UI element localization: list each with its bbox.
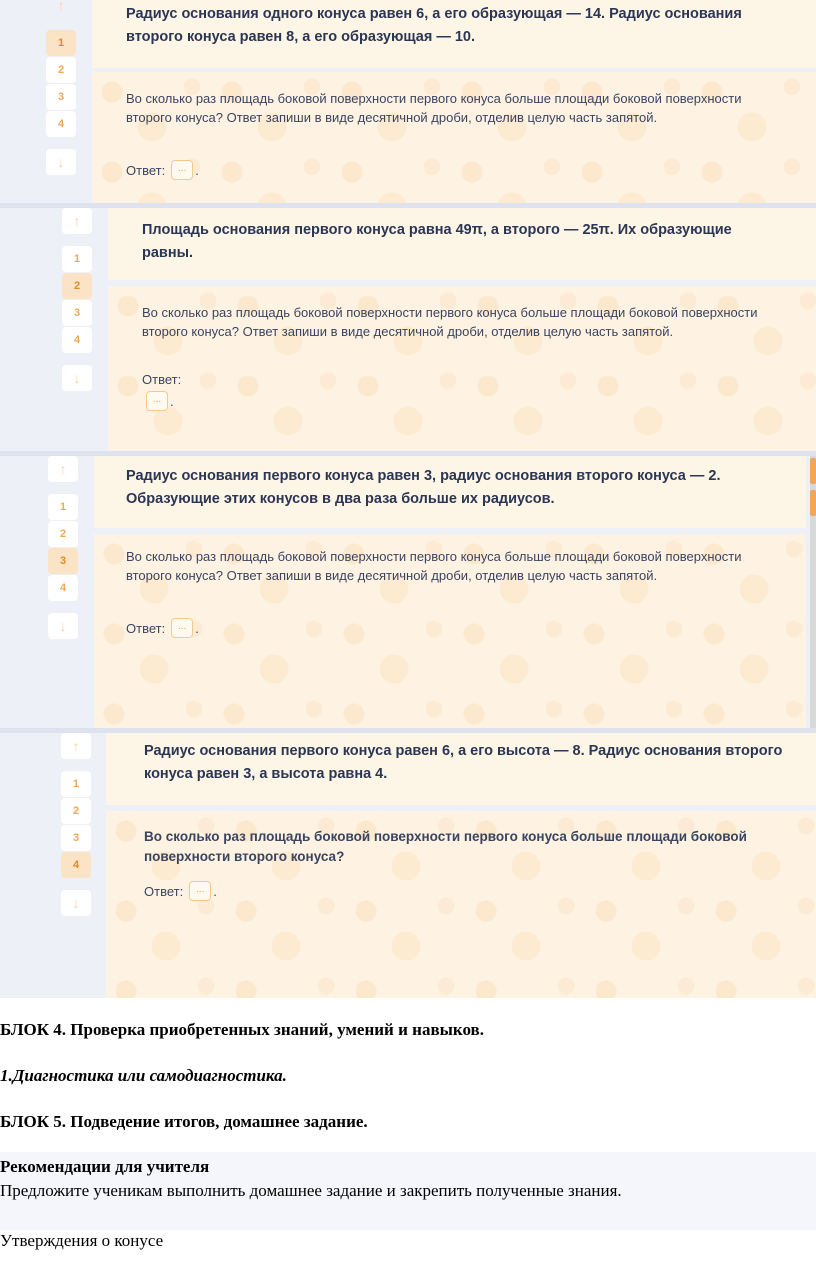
subquestion-panel <box>94 534 806 728</box>
block5-heading: БЛОК 5. Подведение итогов, домашнее задание. <box>0 1112 368 1131</box>
nav-item-2[interactable]: 2 <box>48 521 78 547</box>
answer-label: Ответ: <box>126 162 166 178</box>
nav-item-3[interactable]: 3 <box>62 300 92 326</box>
arrow-up-icon[interactable]: ↑ <box>57 0 65 13</box>
nav-item-4[interactable]: 4 <box>62 327 92 353</box>
subquestion-text: Во сколько раз площадь боковой поверхности первого конуса больше площади боковой поверхности второго конуса? Ответ запиши в виде десятичной дроби, отделив целую часть запятой. <box>142 305 758 339</box>
nav-item-2[interactable]: 2 <box>62 273 92 299</box>
answer-dot: . <box>195 162 199 178</box>
nav-item-3[interactable]: 3 <box>46 84 76 110</box>
nav-item-4[interactable]: 4 <box>46 111 76 137</box>
task-card-2 <box>0 208 816 451</box>
answer-label: Ответ: <box>142 372 182 387</box>
subquestion-panel <box>106 811 816 998</box>
task-nav-4 <box>61 733 91 917</box>
question-text: Площадь основания первого конуса равна 49π, а второго — 25π. Их образующие равны. <box>142 222 732 261</box>
answer-row <box>144 881 217 901</box>
arrow-down-icon[interactable]: ↓ <box>46 149 76 175</box>
answer-dot: . <box>170 393 174 409</box>
answer-input[interactable]: ... <box>171 160 193 180</box>
arrow-up-icon[interactable]: ↑ <box>48 456 78 482</box>
answer-input[interactable]: ... <box>189 881 211 901</box>
nav-item-2[interactable]: 2 <box>46 57 76 83</box>
nav-item-3[interactable]: 3 <box>61 825 91 851</box>
answer-dot: . <box>195 620 199 636</box>
statements-heading: Утверждения о конусе <box>0 1231 164 1250</box>
answer-input[interactable]: ... <box>146 391 168 411</box>
answer-label: Ответ: <box>126 620 166 636</box>
diagnostics-heading: 1.Диагностика или самодиагностика. <box>0 1066 287 1085</box>
answer-dot: . <box>213 883 217 899</box>
task-card-1 <box>0 0 816 203</box>
question-panel <box>108 208 816 280</box>
task-nav-1 <box>46 0 76 176</box>
task-card-4 <box>0 733 816 998</box>
block4-heading: БЛОК 4. Проверка приобретенных знаний, умений и навыков. <box>0 1020 484 1039</box>
scrollbar-thumb[interactable] <box>810 490 816 516</box>
question-panel <box>94 456 806 528</box>
subquestion-text: Во сколько раз площадь боковой поверхности первого конуса больше площади боковой поверхности второго конуса? Ответ запиши в виде десятичной дроби, отделив целую часть запятой. <box>126 549 742 583</box>
nav-item-1[interactable]: 1 <box>61 771 91 797</box>
nav-item-4[interactable]: 4 <box>61 852 91 878</box>
arrow-down-icon[interactable]: ↓ <box>62 365 92 391</box>
arrow-up-icon[interactable]: ↑ <box>62 208 92 234</box>
subquestion-panel <box>92 72 816 203</box>
task-nav-3 <box>48 456 78 640</box>
nav-item-1[interactable]: 1 <box>62 246 92 272</box>
arrow-down-icon[interactable]: ↓ <box>48 613 78 639</box>
task-nav-2 <box>62 208 92 392</box>
question-text: Радиус основания одного конуса равен 6, а его образующая — 14. Радиус основания второго конуса равен 8, а его образующая — 10. <box>126 6 742 45</box>
question-text: Радиус основания первого конуса равен 3, радиус основания второго конуса — 2. Образующие этих конусов в два раза больше их радиусов. <box>126 468 721 507</box>
question-text: Радиус основания первого конуса равен 6, а его высота — 8. Радиус основания второго конуса равен 3, а высота равна 4. <box>144 743 783 782</box>
nav-item-1[interactable]: 1 <box>46 30 76 56</box>
nav-item-2[interactable]: 2 <box>61 798 91 824</box>
answer-row <box>142 372 181 411</box>
answer-input[interactable]: ... <box>171 618 193 638</box>
nav-item-3[interactable]: 3 <box>48 548 78 574</box>
nav-item-1[interactable]: 1 <box>48 494 78 520</box>
subquestion-text: Во сколько раз площадь боковой поверхности первого конуса больше площади боковой поверхности второго конуса? Ответ запиши в виде десятичной дроби, отделив целую часть запятой. <box>126 91 742 125</box>
answer-label: Ответ: <box>144 883 184 899</box>
answer-row <box>126 618 199 638</box>
arrow-down-icon[interactable]: ↓ <box>61 890 91 916</box>
scrollbar-thumb[interactable] <box>810 458 816 484</box>
recommendation-title: Рекомендации для учителя <box>0 1157 210 1176</box>
nav-item-4[interactable]: 4 <box>48 575 78 601</box>
subquestion-text: Во сколько раз площадь боковой поверхности первого конуса больше площади боковой поверхности второго конуса? <box>144 829 747 864</box>
question-panel <box>92 0 816 68</box>
subquestion-panel <box>108 286 816 451</box>
answer-row <box>126 160 199 180</box>
question-panel <box>106 733 816 805</box>
recommendation-text: Предложите ученикам выполнить домашнее задание и закрепить полученные знания. <box>0 1181 622 1200</box>
arrow-up-icon[interactable]: ↑ <box>61 733 91 759</box>
task-card-3 <box>0 456 816 728</box>
